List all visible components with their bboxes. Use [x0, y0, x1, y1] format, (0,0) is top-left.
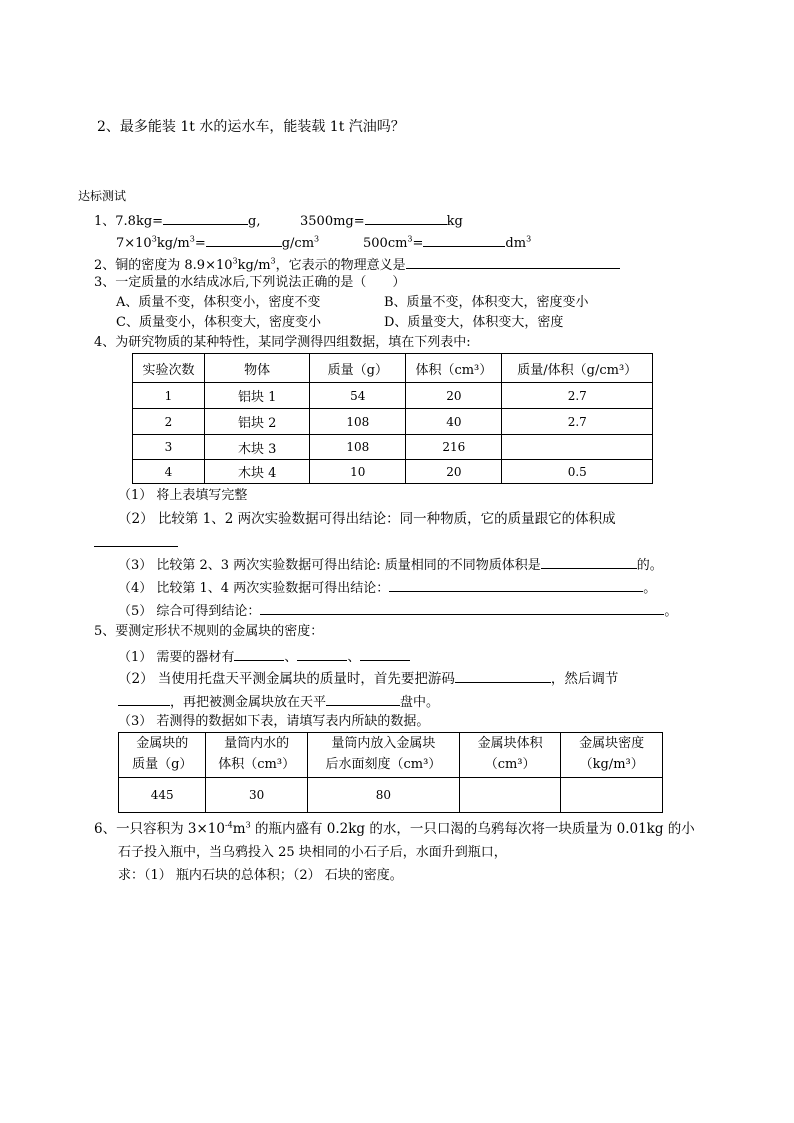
q1-a-blank[interactable] [163, 211, 248, 225]
q1-c-blank[interactable] [206, 233, 282, 247]
q1-d-group [363, 233, 531, 252]
q2-mid-exp: 3 [270, 256, 276, 266]
q4-s2: （2） 比较第 1、2 两次实验数据可得出结论：同一种物质，它的质量跟它的体积成 [118, 511, 616, 527]
q5-header-cell [206, 733, 307, 778]
q4-cell: 2.7 [502, 383, 653, 409]
q3-option-a[interactable]: A、质量不变，体积变小，密度不变 [116, 295, 321, 310]
q1-c-unit: g/cm [281, 236, 315, 251]
q2-suffix: ，它表示的物理意义是 [275, 258, 406, 273]
q4-answer-cell[interactable] [502, 435, 653, 460]
q2-prefix: 2、铜的密度为 8.9×10 [94, 258, 233, 273]
q5-cell: 80 [307, 778, 459, 813]
q5-s2c: ，再把被测金属块放在天平 [170, 695, 327, 710]
q4-cell: 木块 4 [204, 460, 309, 484]
q4-s5-line [118, 601, 677, 620]
q1-d-eq: = [412, 236, 424, 251]
q4-stem: 4、为研究物质的某种特性，某同学测得四组数据，填在下列表中: [94, 335, 471, 350]
q1-d-unit-exp: 3 [526, 234, 532, 244]
q4-header-cell: 质量/体积（g/cm³） [502, 354, 653, 383]
q5-cell: 445 [119, 778, 206, 813]
q4-s4-blank[interactable] [389, 578, 643, 592]
q5-header-cell [119, 733, 206, 778]
q4-table [132, 353, 653, 484]
q1-d-unit: dm [505, 236, 527, 251]
q2-mid: kg/m [237, 258, 271, 273]
q1-b-unit: kg [446, 214, 463, 229]
table-row [119, 778, 663, 813]
q6-l1b: m [232, 821, 246, 837]
q2 [94, 255, 620, 274]
q5-s2-line-2 [118, 692, 439, 711]
q5-s3: （3） 若测得的数据如下表，请填写表内所缺的数据。 [118, 714, 430, 729]
q4-s5-end: 。 [664, 604, 678, 619]
q3-option-c[interactable]: C、质量变小，体积变大，密度变小 [116, 315, 321, 330]
q5-answer-cell[interactable] [561, 778, 663, 813]
q4-cell: 铝块 2 [204, 409, 309, 435]
q3-option-d[interactable]: D、质量变大，体积变大，密度 [384, 315, 564, 330]
q5-s2-blank-1[interactable] [455, 669, 551, 683]
table-row [133, 409, 653, 435]
q1-b-blank[interactable] [365, 211, 447, 225]
q4-cell: 10 [310, 460, 406, 484]
q5-s2-line [118, 669, 618, 687]
q4-s1: （1） 将上表填写完整 [118, 488, 248, 503]
q5-header-l2: 体积（cm³） [218, 757, 296, 772]
q1-line-1 [94, 211, 261, 230]
q6-l1c: 的瓶内盛有 0.2kg 的水，一只口渴的乌鸦每次将一块质量为 0.01kg 的小 [250, 821, 695, 837]
q3-option-b[interactable]: B、质量不变，体积变大，密度变小 [384, 295, 589, 310]
q5-header-cell [459, 733, 560, 778]
q1-c-mid: kg/m [156, 236, 190, 251]
table-row [133, 383, 653, 409]
table-row [133, 435, 653, 460]
q4-cell: 40 [406, 409, 502, 435]
section-title: 达标测试 [78, 189, 127, 203]
q5-s2d: 盘中。 [400, 695, 440, 710]
q4-cell: 108 [310, 409, 406, 435]
q4-cell: 54 [310, 383, 406, 409]
q5-header-l2: 后水面刻度（cm³） [325, 757, 442, 772]
q1-c-unit-exp: 3 [314, 234, 320, 244]
q4-header-cell: 实验次数 [133, 354, 205, 383]
q4-header-row [133, 354, 653, 383]
q4-cell: 216 [406, 435, 502, 460]
q5-answer-cell[interactable] [459, 778, 560, 813]
q4-s3-line [118, 555, 663, 574]
q5-header-l2: （kg/m³） [579, 757, 644, 772]
q6-line-1 [94, 821, 695, 837]
q1-a: 1、7.8kg= [94, 214, 164, 229]
q4-s4-line [118, 578, 656, 597]
q3-stem: 3、一定质量的水结成冰后,下列说法正确的是（ ） [94, 275, 406, 290]
q5-s2-blank-3[interactable] [326, 692, 400, 706]
q4-s2-line [94, 533, 178, 552]
q6-l1-exp: -4 [224, 820, 233, 830]
q5-s1-blank-2[interactable] [297, 647, 347, 661]
q4-header-cell: 质量（g） [310, 354, 406, 383]
q4-cell: 20 [406, 460, 502, 484]
q5-header-l2: 质量（g） [132, 757, 193, 772]
q5-s1-blank-3[interactable] [360, 647, 410, 661]
q6-line-3: 求：（1） 瓶内石块的总体积；（2） 石块的密度。 [118, 868, 403, 883]
q5-stem: 5、要测定形状不规则的金属块的密度： [94, 624, 324, 639]
q1-d-exp: 3 [407, 234, 413, 244]
q4-cell: 1 [133, 383, 205, 409]
q5-header-cell [561, 733, 663, 778]
q4-cell: 木块 3 [204, 435, 309, 460]
q1-c: 7×10 [116, 236, 152, 251]
q4-cell: 4 [133, 460, 205, 484]
table-row [133, 460, 653, 484]
q1-c-eq: = [194, 236, 206, 251]
top-question: 2、最多能装 1t 水的运水车，能装载 1t 汽油吗？ [97, 119, 405, 135]
q4-s3-blank[interactable] [541, 555, 637, 569]
q2-exp: 3 [232, 256, 238, 266]
q1-c-mid-exp: 3 [189, 234, 195, 244]
q4-cell: 2.7 [502, 409, 653, 435]
q5-sep-2: 、 [347, 650, 361, 665]
q4-s5-blank[interactable] [260, 601, 664, 615]
q5-s2-blank-2[interactable] [118, 692, 170, 706]
q5-header-l2: （cm³） [484, 757, 536, 772]
q4-header-cell: 体积（cm³） [406, 354, 502, 383]
q1-c-exp: 3 [151, 234, 157, 244]
q1-b-group [300, 211, 463, 230]
q4-cell: 20 [406, 383, 502, 409]
q5-s2a: （2） 当使用托盘天平测金属块的质量时，首先要把游码 [118, 671, 455, 687]
q4-cell: 3 [133, 435, 205, 460]
q5-header-l1: 量筒内放入金属块 [331, 736, 436, 752]
q6-l1-exp2: 3 [245, 820, 251, 830]
q4-cell: 108 [310, 435, 406, 460]
q4-s4-end: 。 [643, 581, 657, 596]
q5-sep-1: 、 [284, 650, 298, 665]
q4-s4: （4） 比较第 1、4 两次实验数据可得出结论： [118, 581, 390, 596]
q5-header-l1: 金属块体积 [477, 736, 543, 752]
q6-line-2: 石子投入瓶中，当乌鸦投入 25 块相同的小石子后，水面升到瓶口， [118, 845, 507, 860]
q5-header-l1: 金属块密度 [579, 736, 645, 752]
q2-blank[interactable] [406, 255, 620, 269]
q5-table [118, 732, 663, 813]
q5-header-cell [307, 733, 459, 778]
q4-cell: 铝块 1 [204, 383, 309, 409]
q4-s5: （5） 综合可得到结论： [118, 604, 261, 619]
q4-header-cell: 物体 [204, 354, 309, 383]
q5-s2b: ，然后调节 [550, 671, 619, 687]
q1-a-unit: g, [248, 214, 261, 229]
q5-header-row [119, 733, 663, 778]
q5-s1-line [118, 647, 410, 666]
q4-s3: （3） 比较第 2、3 两次实验数据可得出结论: 质量相同的不同物质体积是 [118, 558, 541, 573]
q6-l1a: 6、一只容积为 3×10 [94, 821, 225, 837]
q5-cell: 30 [206, 778, 307, 813]
q4-cell: 0.5 [502, 460, 653, 484]
q5-header-l1: 量筒内水的 [224, 736, 290, 752]
q4-cell: 2 [133, 409, 205, 435]
q4-s3-end: 的。 [636, 558, 663, 573]
q1-d: 500cm [363, 236, 408, 251]
q5-s1: （1） 需要的器材有 [118, 650, 235, 665]
q4-s2-blank[interactable] [94, 533, 178, 547]
q1-d-blank[interactable] [423, 233, 505, 247]
q5-header-l1: 金属块的 [136, 736, 189, 752]
q5-s1-blank-1[interactable] [234, 647, 284, 661]
q1-b: 3500mg= [300, 214, 365, 229]
q1-line-2 [116, 233, 319, 252]
